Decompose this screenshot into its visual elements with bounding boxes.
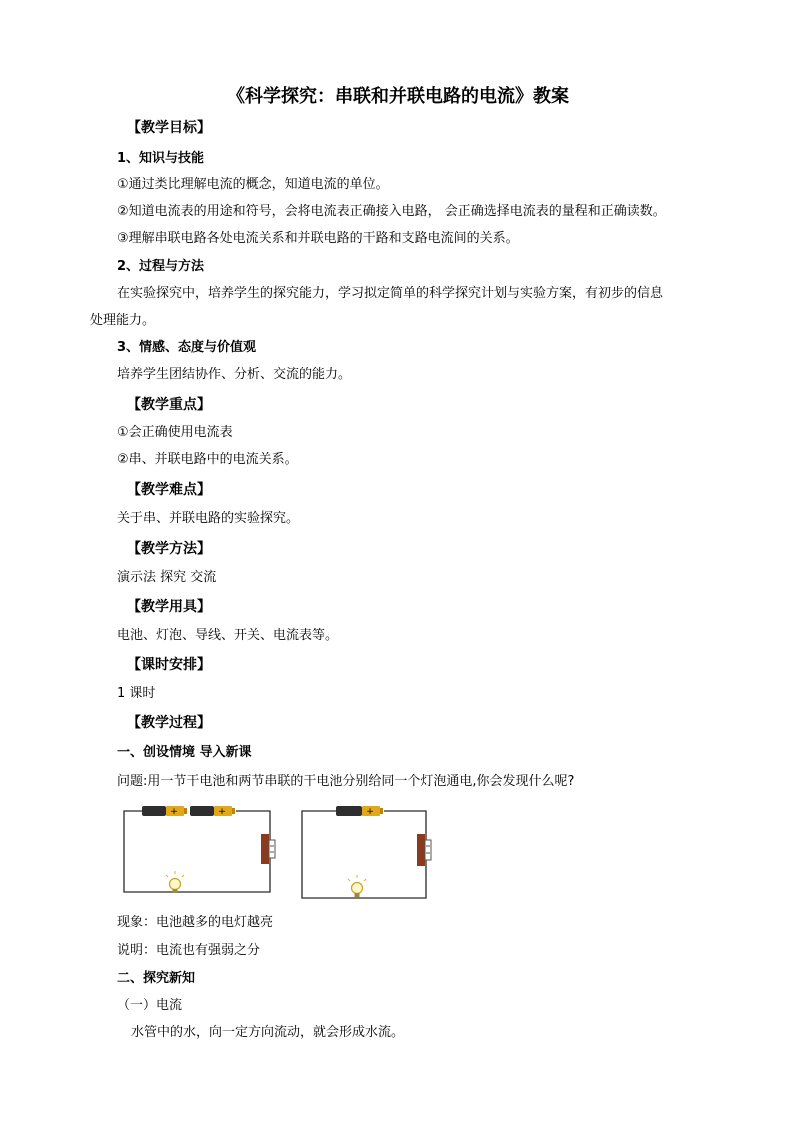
circuit-one-battery [296,798,442,904]
knowledge-heading: 1、知识与技能 [117,151,205,166]
switch-icon [261,834,275,864]
emotion-text: 培养学生团结协作、分析、交流的能力。 [117,367,352,382]
question-text: 问题:用一节干电池和两节串联的干电池分别给同一个灯泡通电,你会发现什么呢? [117,774,575,789]
wire-loop [124,811,270,892]
procedure-heading: 【教学过程】 [127,715,211,731]
switch-icon [417,834,431,866]
difficulty-heading: 【教学难点】 [127,482,211,498]
process-heading: 2、过程与方法 [117,259,205,274]
method-heading: 【教学方法】 [127,541,211,557]
part2-heading: 二、探究新知 [117,971,196,986]
part1-heading: 一、创设情境 导入新课 [117,745,252,760]
knowledge-item-2: ②知道电流表的用途和符号，会将电流表正确接入电路， 会正确选择电流表的量程和正确读数。 [117,204,666,219]
light-bulb-icon [166,871,184,893]
knowledge-item-3: ③理解串联电路各处电流关系和并联电路的干路和支路电流间的关系。 [117,231,519,246]
phenomenon-text: 现象：电池越多的电灯越亮 [117,915,274,930]
schedule-heading: 【课时安排】 [127,657,211,673]
tools-heading: 【教学用具】 [127,599,211,615]
key-points-heading: 【教学重点】 [127,397,211,413]
knowledge-item-1: ①通过类比理解电流的概念，知道电流的单位。 [117,177,389,192]
schedule-text: 1 课时 [117,686,156,701]
wire-loop [302,811,426,898]
emotion-heading: 3、情感、态度与价值观 [117,340,257,355]
battery-1 [142,806,187,817]
svg-text:+: + [218,807,226,817]
battery [336,806,383,817]
key-point-1: ①会正确使用电流表 [117,425,233,440]
objectives-heading: 【教学目标】 [127,120,211,136]
circuit-two-batteries [118,798,278,902]
method-text: 演示法 探究 交流 [117,570,217,585]
page-title: 《科学探究：串联和并联电路的电流》教案 [227,86,569,107]
difficulty-text: 关于串、并联电路的实验探究。 [117,511,300,526]
process-text-line1: 在实验探究中，培养学生的探究能力，学习拟定简单的科学探究计划与实验方案，有初步的信息 [117,286,664,301]
svg-text:+: + [366,807,374,817]
sub1-heading: （一）电流 [117,998,183,1013]
key-point-2: ②串、并联电路中的电流关系。 [117,452,298,467]
light-bulb-icon [348,875,366,897]
explanation-text: 说明：电流也有强弱之分 [117,943,261,958]
water-flow-text: 水管中的水，向一定方向流动，就会形成水流。 [131,1025,405,1040]
tools-text: 电池、灯泡、导线、开关、电流表等。 [117,628,339,643]
battery-2 [190,806,235,817]
svg-text:+: + [170,807,178,817]
process-text-line2: 处理能力。 [90,313,156,328]
